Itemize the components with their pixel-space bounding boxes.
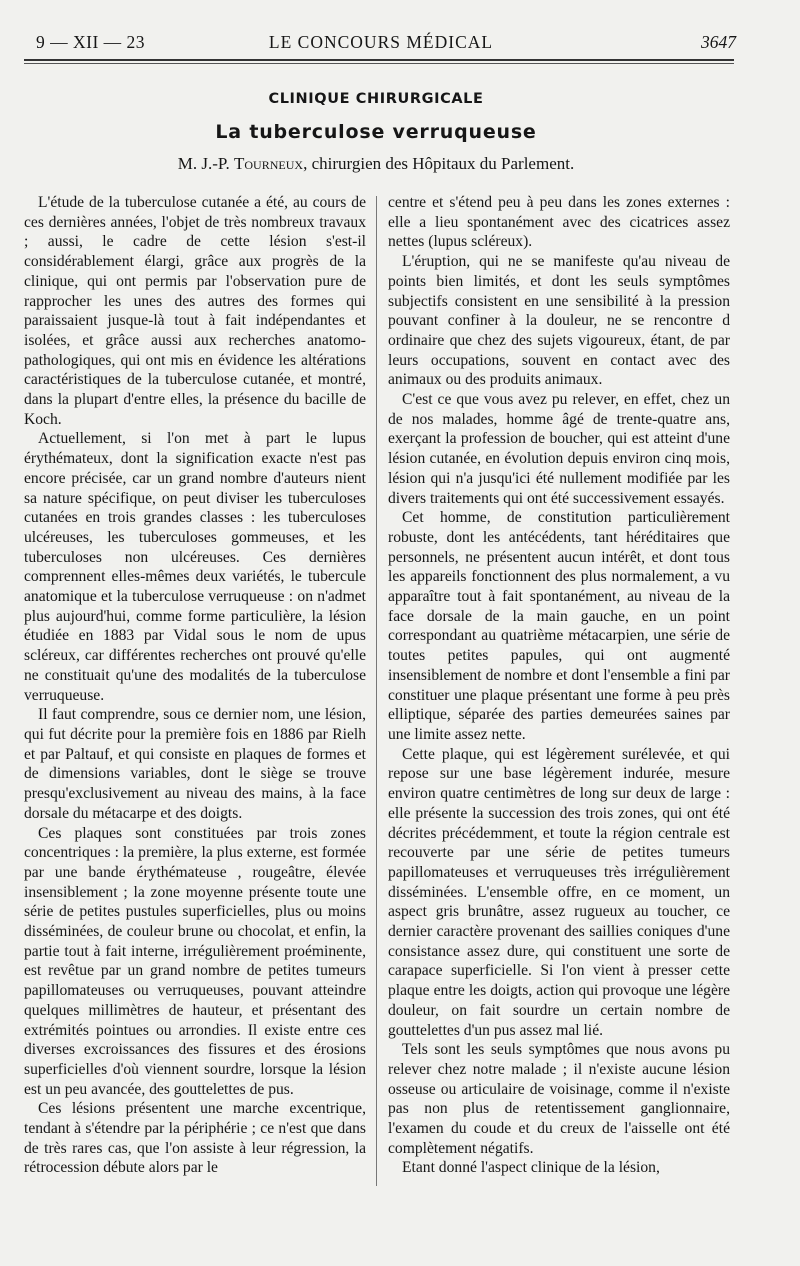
article-title: La tuberculose verruqueuse xyxy=(215,121,537,143)
header-rule xyxy=(24,59,734,64)
author-affiliation: , chirurgien des Hôpitaux du Parlement. xyxy=(303,154,575,173)
page-number: 3647 xyxy=(701,32,736,52)
right-column xyxy=(388,193,730,1178)
paragraph: Ces plaques sont constituées par trois zones concentriques : la première, la plus externe, est formée par une bande érythémateuse , rougeâtre, élevée insensiblement ; la zone moyenne présente toute une série de petites pustules superficielles, plus ou moins disséminées, de couleur brune ou chocolat, et enfin, la partie tout à fait interne, irrégulièrement proéminente, est revêtue par un grand nombre de petites tumeurs papillomateuses ou verruqueuses, pouvant atteindre quelques millimètres de hauteur, et présentant des extrémités pointues ou arrondies. Il existe entre ces diverses excroissances des fissures et des érosions superficielles d'où viennent sourdre, lorsque la lésion est un peu avancée, des gouttelettes de pus. xyxy=(24,824,366,1098)
paragraph: L'éruption, qui ne se manifeste qu'au niveau de points bien limités, et dont les seuls symptômes subjectifs consistent en une sensibilité à la pression pouvant confiner à la douleur, ne se rencontre d ordinaire que chez des sujets vigoureux, étant, de par leurs occupations, souvent en contact avec des animaux ou des produits animaux. xyxy=(388,253,730,389)
left-column xyxy=(24,193,366,1178)
paragraph: Etant donné l'aspect clinique de la lésion, xyxy=(402,1159,660,1177)
paragraph: Ces lésions présentent une marche excentrique, tendant à s'étendre par la périphérie ; ce n'est que dans de très rares cas, que l'on assiste à leur régression, la rétrocession débute alors par le xyxy=(24,1100,366,1177)
paragraph: Actuellement, si l'on met à part le lupus érythémateux, dont la signification exacte n'est pas encore précisée, car un grand nombre d'auteurs nient sa nature spécifique, on peut diviser les tuberculoses cutanées en trois grandes classes : les tuberculoses ulcéreuses, les tuberculoses gommeuses, et les tuberculoses non ulcéreuses. Ces dernières comprennent elles-mêmes deux variétés, le tubercule anatomique et la tuberculose verruqueuse : on n'admet plus aujourd'hui, comme forme particulière, la lésion étudiée en 1883 par Vidal sous le nom de upus scléreux, car différentes recherches ont prouvé qu'elle ne constituait qu'une des modalités de la tuberculose verruqueuse. xyxy=(24,430,366,704)
author-initials: M. J.-P. xyxy=(177,154,230,173)
running-header xyxy=(30,32,736,56)
author-name: Tourneux xyxy=(234,154,304,173)
paragraph: Cet homme, de constitution particulièrement robuste, dont les antécédents, tant héréditaires que personnels, ne présentent aucun intérêt, et dont tous les appareils fonctionnent des plus normalement, a vu apparaître tout à fait spontanément, au niveau de la face dorsale de la main gauche, en un point correspondant au quatrième métacarpien, une série de toutes petites papules, qui ont augmenté insensiblement de nombre et dont l'ensemble a fini par constituer une plaque présentant une forme à peu près elliptique, séparée des parties demeurées saines par une limite assez nette. xyxy=(388,509,730,743)
column-divider xyxy=(376,196,377,1186)
issue-date: 9 — XII — 23 xyxy=(36,32,146,52)
paragraph: Cette plaque, qui est légèrement surélevée, et qui repose sur une base légèrement indurée, mesure environ quatre centimètres de long sur deux de large : elle présente la succession des trois zones, qui ont été décrites précédemment, et toute la région centrale est recouverte par une série de petites tumeurs papillomateuses et verruqueuses très irrégulièrement disséminées. L'ensemble offre, en ce moment, un aspect gris brunâtre, assez rugueux au toucher, ce dernier caractère provenant des saillies coniques d'une consistance assez dure, qui constituent une sorte de carapace superficielle. Si l'on vient à presser cette plaque entre les doigts, action qui provoque une légère douleur, on fait sourdre un certain nombre de gouttelettes d'un pus assez mal lié. xyxy=(388,745,730,1039)
paragraph: L'étude de la tuberculose cutanée a été, au cours de ces dernières années, l'objet de très nombreux travaux ; aussi, le cadre de cette lésion s'est-il considérablement élargi, grâce aux progrès de la clinique, qui ont permis par l'observation pure de rapprocher les unes des autres des formes qui paraissaient jusque-là tout à fait indépendantes et isolées, et grâce aussi aux recherches anatomo-pathologiques, qui ont mis en évidence les altérations caractéristiques de la tuberculose cutanée, et montré, dans la plupart d'entre elles, la présence du bacille de Koch. xyxy=(24,194,366,428)
section-rubric: CLINIQUE CHIRURGICALE xyxy=(268,91,484,107)
article-author xyxy=(0,154,752,174)
journal-title: LE CONCOURS MÉDICAL xyxy=(268,32,494,52)
paragraph: Tels sont les seuls symptômes que nous avons pu relever chez notre malade ; il n'existe aucune lésion osseuse ou articulaire de voisinage, comme il n'existe pas non plus de retentissement ganglionnaire, l'examen du coude et du creux de l'aisselle ont été complètement négatifs. xyxy=(388,1041,730,1157)
paragraph: Il faut comprendre, sous ce dernier nom, une lésion, qui fut décrite pour la première fois en 1886 par Rielh et par Paltauf, et qui consiste en plaques de formes et de dimensions variables, dont le siège se trouve presqu'exclusivement au niveau des mains, à la face dorsale du métacarpe et des doigts. xyxy=(24,706,366,822)
paragraph-continued: centre et s'étend peu à peu dans les zones externes : elle a lieu spontanément avec des cicatrices assez nettes (lupus scléreux). xyxy=(388,194,730,251)
paragraph: C'est ce que vous avez pu relever, en effet, chez un de nos malades, homme âgé de trente-quatre ans, exerçant la profession de boucher, qui est atteint d'une lésion cutanée, en évolution depuis environ cinq mois, lésion qui n'a jusqu'ici été nullement modifiée par les divers traitements qui ont été successivement essayés. xyxy=(388,391,730,507)
